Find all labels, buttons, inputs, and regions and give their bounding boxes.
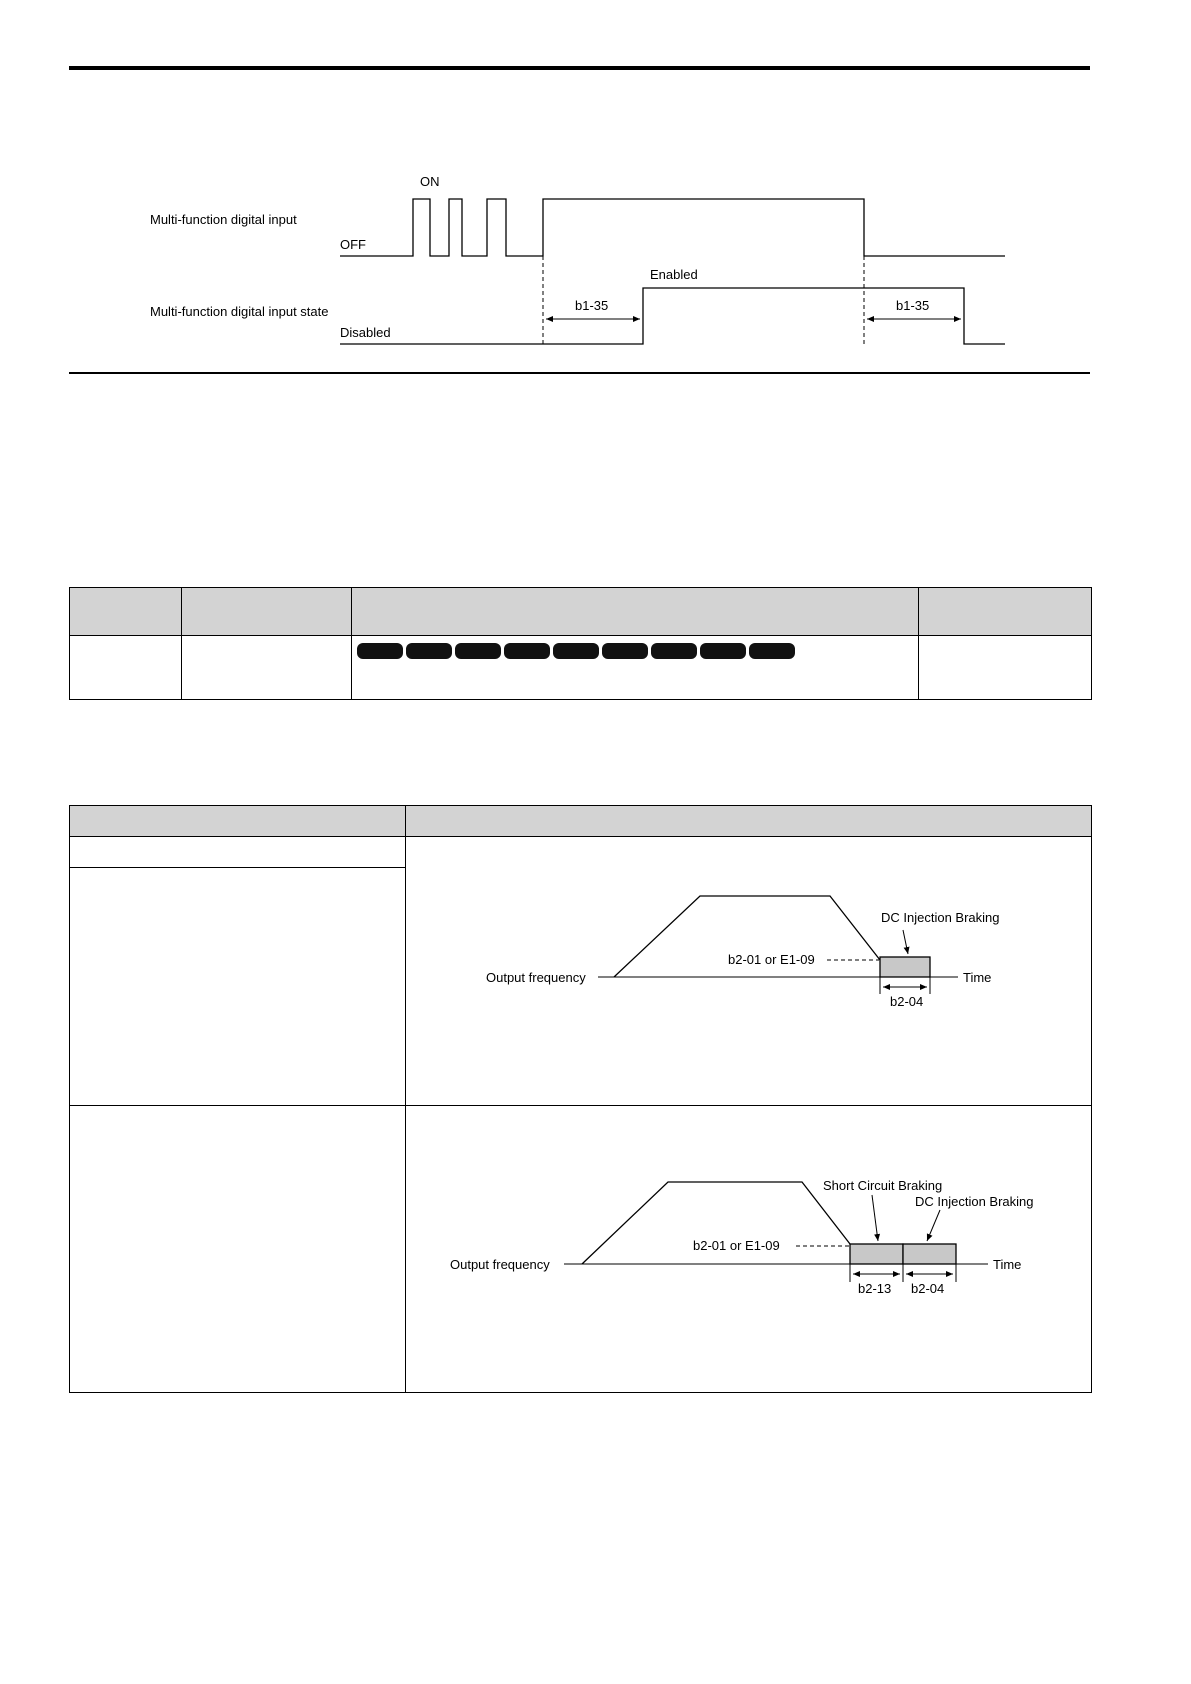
dc-braking-label-2: DC Injection Braking (915, 1194, 1034, 1209)
delay-label-2: b1-35 (896, 298, 930, 313)
short-circuit-label: Short Circuit Braking (823, 1178, 943, 1193)
dc-braking-block-2 (903, 1244, 956, 1264)
braking-pointer-1 (903, 930, 908, 954)
duration-label-dc-2: b2-04 (911, 1281, 945, 1296)
duration-label-1: b2-04 (890, 994, 924, 1009)
freq-param-label-1: b2-01 or E1-09 (728, 952, 815, 967)
short-circuit-pointer (872, 1195, 878, 1241)
time-label-1: Time (963, 970, 992, 985)
dc-braking-block-1 (880, 957, 930, 977)
output-frequency-label-2: Output frequency (450, 1257, 550, 1272)
enabled-label: Enabled (650, 267, 698, 282)
off-label: OFF (340, 237, 366, 252)
state-label: Multi-function digital input state (150, 304, 329, 319)
time-label-2: Time (993, 1257, 1022, 1272)
short-circuit-braking-block (850, 1244, 903, 1264)
disabled-label: Disabled (340, 325, 391, 340)
delay-label-1: b1-35 (575, 298, 609, 313)
duration-label-short: b2-13 (858, 1281, 892, 1296)
dc-braking-label-1: DC Injection Braking (881, 910, 1000, 925)
freq-param-label-2: b2-01 or E1-09 (693, 1238, 780, 1253)
output-frequency-label-1: Output frequency (486, 970, 586, 985)
dc-braking-pointer-2 (927, 1210, 940, 1241)
input-label: Multi-function digital input (150, 212, 297, 227)
on-label: ON (420, 174, 440, 189)
